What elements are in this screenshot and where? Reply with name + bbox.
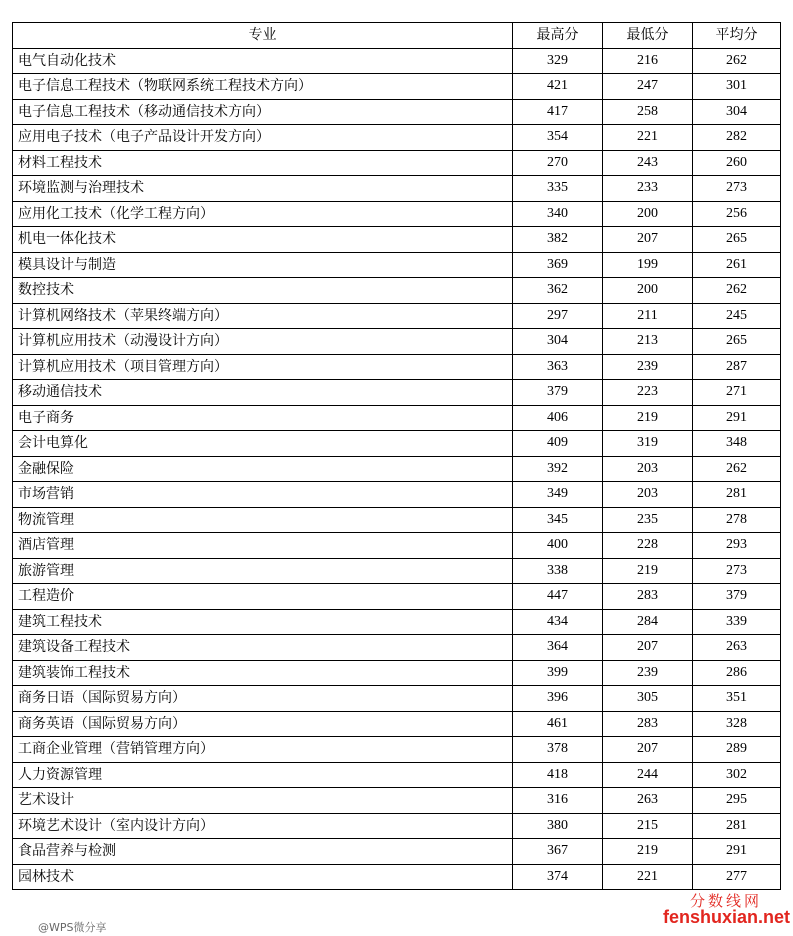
cell-major: 建筑工程技术 [13, 609, 513, 635]
cell-major: 园林技术 [13, 864, 513, 890]
cell-max-score: 369 [513, 252, 603, 278]
table-header-row [13, 23, 781, 49]
cell-max-score: 354 [513, 125, 603, 151]
watermark-site-url: fenshuxian.net [663, 907, 791, 927]
table-row [13, 609, 781, 635]
table-row [13, 303, 781, 329]
cell-min-score: 258 [603, 99, 693, 125]
cell-major: 工商企业管理（营销管理方向） [13, 737, 513, 763]
cell-avg-score: 245 [693, 303, 781, 329]
cell-max-score: 421 [513, 74, 603, 100]
cell-avg-score: 348 [693, 431, 781, 457]
cell-min-score: 219 [603, 558, 693, 584]
score-sheet [7, 18, 785, 892]
cell-major: 物流管理 [13, 507, 513, 533]
cell-major: 酒店管理 [13, 533, 513, 559]
cell-min-score: 283 [603, 584, 693, 610]
table-body [13, 48, 781, 890]
table-row [13, 660, 781, 686]
cell-avg-score: 293 [693, 533, 781, 559]
cell-max-score: 418 [513, 762, 603, 788]
cell-min-score: 283 [603, 711, 693, 737]
table-row [13, 813, 781, 839]
cell-avg-score: 281 [693, 813, 781, 839]
cell-min-score: 247 [603, 74, 693, 100]
table-row [13, 762, 781, 788]
cell-min-score: 239 [603, 354, 693, 380]
cell-avg-score: 291 [693, 405, 781, 431]
cell-min-score: 215 [603, 813, 693, 839]
table-row [13, 737, 781, 763]
cell-max-score: 392 [513, 456, 603, 482]
cell-max-score: 329 [513, 48, 603, 74]
cell-min-score: 200 [603, 201, 693, 227]
header-min-score: 最低分 [603, 23, 693, 49]
cell-major: 模具设计与制造 [13, 252, 513, 278]
cell-major: 电气自动化技术 [13, 48, 513, 74]
cell-min-score: 243 [603, 150, 693, 176]
table-row [13, 125, 781, 151]
cell-avg-score: 295 [693, 788, 781, 814]
cell-major: 材料工程技术 [13, 150, 513, 176]
header-major: 专业 [13, 23, 513, 49]
cell-min-score: 213 [603, 329, 693, 355]
cell-max-score: 338 [513, 558, 603, 584]
cell-max-score: 379 [513, 380, 603, 406]
cell-major: 计算机应用技术（项目管理方向） [13, 354, 513, 380]
cell-max-score: 409 [513, 431, 603, 457]
cell-min-score: 223 [603, 380, 693, 406]
cell-max-score: 374 [513, 864, 603, 890]
cell-avg-score: 339 [693, 609, 781, 635]
cell-max-score: 382 [513, 227, 603, 253]
table-row [13, 201, 781, 227]
cell-avg-score: 273 [693, 176, 781, 202]
cell-min-score: 219 [603, 839, 693, 865]
cell-avg-score: 271 [693, 380, 781, 406]
cell-major: 建筑设备工程技术 [13, 635, 513, 661]
cell-max-score: 363 [513, 354, 603, 380]
table-row [13, 405, 781, 431]
cell-major: 旅游管理 [13, 558, 513, 584]
cell-min-score: 228 [603, 533, 693, 559]
cell-min-score: 319 [603, 431, 693, 457]
table-row [13, 354, 781, 380]
cell-avg-score: 256 [693, 201, 781, 227]
cell-min-score: 203 [603, 456, 693, 482]
cell-max-score: 367 [513, 839, 603, 865]
cell-max-score: 378 [513, 737, 603, 763]
share-label: @WPS微分享 [38, 921, 107, 934]
table-row [13, 150, 781, 176]
cell-avg-score: 262 [693, 48, 781, 74]
cell-max-score: 297 [513, 303, 603, 329]
table-row [13, 482, 781, 508]
cell-max-score: 340 [513, 201, 603, 227]
cell-avg-score: 287 [693, 354, 781, 380]
watermark-site-name: 分数线网 [690, 892, 763, 910]
cell-max-score: 406 [513, 405, 603, 431]
cell-max-score: 396 [513, 686, 603, 712]
score-table [12, 22, 781, 890]
cell-avg-score: 265 [693, 329, 781, 355]
cell-min-score: 203 [603, 482, 693, 508]
cell-major: 应用电子技术（电子产品设计开发方向） [13, 125, 513, 151]
table-row [13, 329, 781, 355]
table-row [13, 788, 781, 814]
cell-avg-score: 301 [693, 74, 781, 100]
table-row [13, 99, 781, 125]
cell-min-score: 221 [603, 864, 693, 890]
cell-avg-score: 262 [693, 456, 781, 482]
cell-min-score: 239 [603, 660, 693, 686]
cell-max-score: 345 [513, 507, 603, 533]
table-row [13, 584, 781, 610]
cell-major: 工程造价 [13, 584, 513, 610]
header-avg-score: 平均分 [693, 23, 781, 49]
cell-min-score: 305 [603, 686, 693, 712]
table-row [13, 839, 781, 865]
cell-max-score: 349 [513, 482, 603, 508]
header-max-score: 最高分 [513, 23, 603, 49]
cell-avg-score: 265 [693, 227, 781, 253]
cell-avg-score: 277 [693, 864, 781, 890]
cell-max-score: 417 [513, 99, 603, 125]
cell-major: 计算机网络技术（苹果终端方向） [13, 303, 513, 329]
cell-avg-score: 278 [693, 507, 781, 533]
cell-min-score: 207 [603, 737, 693, 763]
table-row [13, 74, 781, 100]
cell-major: 食品营养与检测 [13, 839, 513, 865]
cell-major: 机电一体化技术 [13, 227, 513, 253]
cell-major: 移动通信技术 [13, 380, 513, 406]
table-row [13, 456, 781, 482]
cell-max-score: 316 [513, 788, 603, 814]
cell-major: 人力资源管理 [13, 762, 513, 788]
cell-avg-score: 260 [693, 150, 781, 176]
cell-avg-score: 263 [693, 635, 781, 661]
cell-major: 电子信息工程技术（移动通信技术方向） [13, 99, 513, 125]
table-row [13, 635, 781, 661]
cell-min-score: 284 [603, 609, 693, 635]
cell-max-score: 447 [513, 584, 603, 610]
table-row [13, 380, 781, 406]
cell-min-score: 207 [603, 227, 693, 253]
cell-major: 艺术设计 [13, 788, 513, 814]
table-row [13, 278, 781, 304]
cell-min-score: 211 [603, 303, 693, 329]
table-row [13, 686, 781, 712]
cell-avg-score: 289 [693, 737, 781, 763]
cell-avg-score: 273 [693, 558, 781, 584]
table-row [13, 507, 781, 533]
cell-avg-score: 291 [693, 839, 781, 865]
cell-major: 商务英语（国际贸易方向） [13, 711, 513, 737]
cell-avg-score: 286 [693, 660, 781, 686]
cell-major: 环境监测与治理技术 [13, 176, 513, 202]
cell-major: 商务日语（国际贸易方向） [13, 686, 513, 712]
cell-max-score: 399 [513, 660, 603, 686]
cell-min-score: 221 [603, 125, 693, 151]
table-row [13, 176, 781, 202]
cell-min-score: 216 [603, 48, 693, 74]
cell-avg-score: 304 [693, 99, 781, 125]
cell-avg-score: 261 [693, 252, 781, 278]
cell-max-score: 364 [513, 635, 603, 661]
cell-avg-score: 302 [693, 762, 781, 788]
cell-max-score: 461 [513, 711, 603, 737]
cell-avg-score: 379 [693, 584, 781, 610]
cell-avg-score: 328 [693, 711, 781, 737]
cell-max-score: 270 [513, 150, 603, 176]
cell-max-score: 304 [513, 329, 603, 355]
cell-avg-score: 351 [693, 686, 781, 712]
table-row [13, 533, 781, 559]
cell-major: 建筑装饰工程技术 [13, 660, 513, 686]
table-row [13, 711, 781, 737]
cell-major: 电子商务 [13, 405, 513, 431]
cell-min-score: 244 [603, 762, 693, 788]
table-row [13, 431, 781, 457]
cell-min-score: 219 [603, 405, 693, 431]
cell-min-score: 207 [603, 635, 693, 661]
cell-min-score: 263 [603, 788, 693, 814]
cell-major: 应用化工技术（化学工程方向） [13, 201, 513, 227]
table-row [13, 864, 781, 890]
cell-max-score: 400 [513, 533, 603, 559]
cell-major: 计算机应用技术（动漫设计方向） [13, 329, 513, 355]
cell-max-score: 380 [513, 813, 603, 839]
cell-avg-score: 262 [693, 278, 781, 304]
cell-avg-score: 281 [693, 482, 781, 508]
table-row [13, 227, 781, 253]
cell-avg-score: 282 [693, 125, 781, 151]
table-row [13, 48, 781, 74]
cell-min-score: 200 [603, 278, 693, 304]
cell-min-score: 235 [603, 507, 693, 533]
table-row [13, 558, 781, 584]
table-row [13, 252, 781, 278]
cell-max-score: 335 [513, 176, 603, 202]
cell-max-score: 434 [513, 609, 603, 635]
cell-major: 环境艺术设计（室内设计方向） [13, 813, 513, 839]
cell-min-score: 199 [603, 252, 693, 278]
cell-major: 金融保险 [13, 456, 513, 482]
cell-major: 电子信息工程技术（物联网系统工程技术方向） [13, 74, 513, 100]
cell-max-score: 362 [513, 278, 603, 304]
cell-major: 数控技术 [13, 278, 513, 304]
cell-min-score: 233 [603, 176, 693, 202]
cell-major: 会计电算化 [13, 431, 513, 457]
cell-major: 市场营销 [13, 482, 513, 508]
